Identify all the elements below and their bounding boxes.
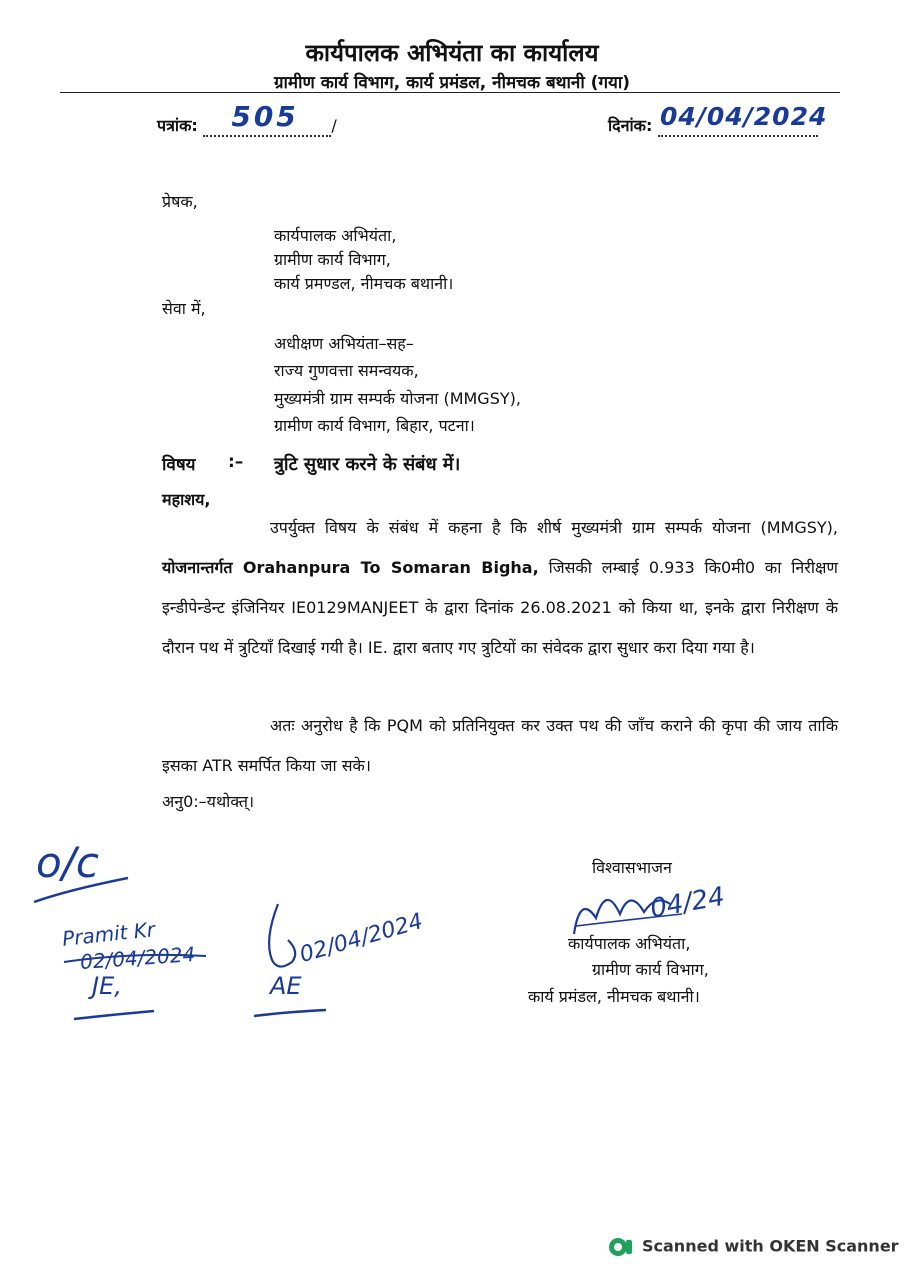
date-field bbox=[658, 102, 828, 137]
closing-line-3: कार्य प्रमंडल, नीमचक बथानी। bbox=[528, 987, 700, 1006]
je-signature-name: Pramit Kr bbox=[61, 917, 157, 951]
closing-label: विश्वासभाजन bbox=[592, 858, 672, 877]
date-row bbox=[608, 102, 828, 137]
scanner-logo-icon bbox=[608, 1236, 634, 1258]
je-signature-date: 02/04/2024 bbox=[79, 942, 196, 974]
ae-signature-date: 02/04/2024 bbox=[297, 909, 426, 968]
sender-line-1: कार्यपालक अभियंता, bbox=[274, 226, 397, 245]
header-divider bbox=[60, 92, 840, 93]
subject-label: विषय bbox=[162, 455, 196, 475]
paragraph2-text: अतः अनुरोध है कि PQM को प्रतिनियुक्त कर उक्त पथ की जाँच कराने की कृपा की जाय ताकि इसका ATR समर्पित किया जा सके। bbox=[162, 716, 838, 775]
office-title: कार्यपालक अभियंता का कार्यालय bbox=[305, 39, 599, 67]
je-role: JE, bbox=[92, 972, 122, 1000]
recipient-line-4: ग्रामीण कार्य विभाग, बिहार, पटना। bbox=[274, 416, 475, 435]
recipient-label: सेवा में, bbox=[162, 299, 206, 318]
je-role-underline bbox=[70, 1005, 160, 1025]
je-underline bbox=[60, 948, 210, 968]
paragraph1-part1: उपर्युक्त विषय के संबंध में कहना है कि शीर्ष मुख्यमंत्री ग्राम सम्पर्क योजना (MMGSY), bbox=[270, 518, 838, 537]
oc-flourish bbox=[28, 870, 138, 910]
closing-line-1: कार्यपालक अभियंता, bbox=[568, 934, 691, 953]
scanner-watermark bbox=[608, 1236, 899, 1258]
closing-line-2: ग्रामीण कार्य विभाग, bbox=[592, 960, 709, 979]
reference-number: 505 bbox=[231, 100, 299, 133]
recipient-line-2: राज्य गुणवत्ता समन्वयक, bbox=[274, 361, 419, 380]
date-label: दिनांक: bbox=[608, 116, 653, 135]
salutation: महाशय, bbox=[162, 490, 211, 509]
ee-signature-date: 04/24 bbox=[647, 881, 727, 925]
letter-date: 04/04/2024 bbox=[659, 102, 828, 131]
sender-label: प्रेषक, bbox=[162, 192, 198, 211]
subject-separator: :– bbox=[228, 452, 244, 472]
paragraph1-scheme-road: योजनान्तर्गत Orahanpura To Somaran Bigha, bbox=[162, 558, 539, 577]
paragraph1-part3: जिसकी लम्बाई 0.933 कि0मी0 का निरीक्षण इन्डीपेन्डेन्ट इंजिनियर IE0129MANJEET के द्वारा दिनांक 26.08.2021 को किया था, इनके द्वारा निरीक्षण के दौरान पथ में त्रुटियाँ दिखाई गयी है। IE. द्वारा बताए गए त्रुटियों का संवेदक द्वारा सुधार करा दिया गया है। bbox=[162, 558, 839, 657]
body-paragraph-1 bbox=[162, 508, 838, 668]
handwritten-oc: o/c bbox=[36, 838, 99, 887]
reference-number-row: पत्रांक: 505 / bbox=[157, 100, 337, 135]
recipient-line-3: मुख्यमंत्री ग्राम सम्पर्क योजना (MMGSY), bbox=[274, 389, 521, 408]
office-subtitle: ग्रामीण कार्य विभाग, कार्य प्रमंडल, नीमचक बथानी (गया) bbox=[273, 73, 631, 93]
reference-label: पत्रांक: bbox=[157, 116, 198, 135]
recipient-line-1: अधीक्षण अभियंता–सह– bbox=[274, 334, 414, 353]
scanner-text: Scanned with OKEN Scanner bbox=[642, 1236, 899, 1256]
ae-role-underline bbox=[250, 1002, 330, 1022]
subject-text: त्रुटि सुधार करने के संबंध में। bbox=[274, 454, 461, 475]
ae-role: AE bbox=[270, 972, 302, 1000]
enclosure-note: अनु0:–यथोक्त्। bbox=[162, 792, 255, 811]
sender-line-2: ग्रामीण कार्य विभाग, bbox=[274, 250, 391, 269]
body-paragraph-2 bbox=[162, 706, 838, 786]
sender-line-3: कार्य प्रमण्डल, नीमचक बथानी। bbox=[274, 274, 454, 293]
